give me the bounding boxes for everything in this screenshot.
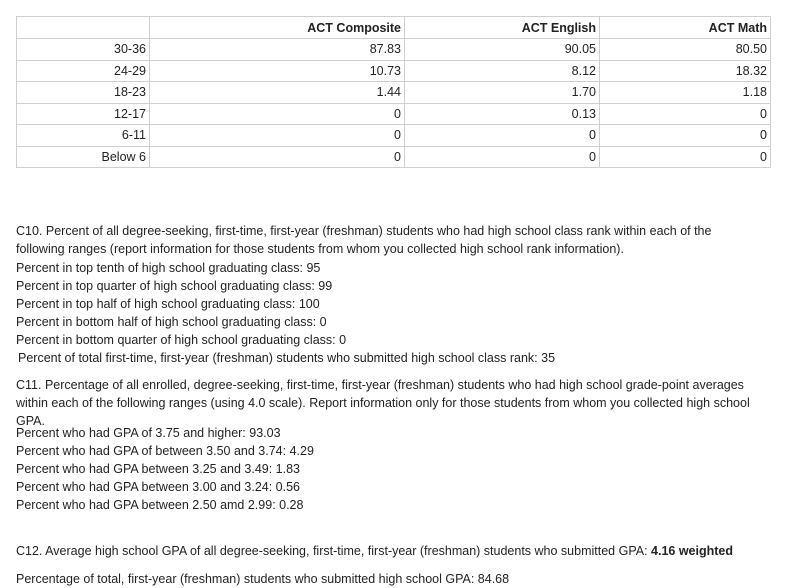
c12-submitted-gpa: Percentage of total, first-year (freshman) students who submitted high school GPA: 84.68 xyxy=(16,572,510,586)
math-cell: 80.50 xyxy=(600,39,771,61)
range-cell: 30-36 xyxy=(17,39,150,61)
english-cell: 0 xyxy=(405,125,600,147)
table-row xyxy=(17,103,771,125)
table-row xyxy=(17,146,771,168)
c12-average-gpa xyxy=(16,542,733,560)
math-cell: 1.18 xyxy=(600,82,771,104)
math-cell: 0 xyxy=(600,103,771,125)
math-cell: 0 xyxy=(600,146,771,168)
range-cell: 12-17 xyxy=(17,103,150,125)
c12-gpa-value: 4.16 weighted xyxy=(651,544,733,558)
range-cell: Below 6 xyxy=(17,146,150,168)
english-cell: 8.12 xyxy=(405,60,600,82)
c10-top-quarter: Percent in top quarter of high school graduating class: 99 xyxy=(16,279,333,293)
c10-submitted-rank: Percent of total first-time, first-year (freshman) students who submitted high school class rank: 35 xyxy=(18,351,556,365)
c11-gpa-250-299: Percent who had GPA between 2.50 amd 2.99: 0.28 xyxy=(16,498,304,512)
table-row xyxy=(17,125,771,147)
c11-gpa-325-349: Percent who had GPA between 3.25 and 3.49: 1.83 xyxy=(16,462,301,476)
header-act-english: ACT English xyxy=(405,17,600,39)
range-cell: 24-29 xyxy=(17,60,150,82)
english-cell: 90.05 xyxy=(405,39,600,61)
c10-intro: C10. Percent of all degree-seeking, first-time, first-year (freshman) students who had high school class rank within each of the following ranges (report information for those students from whom you collected high school rank information). xyxy=(16,224,712,256)
math-cell: 18.32 xyxy=(600,60,771,82)
c10-top-half: Percent in top half of high school graduating class: 100 xyxy=(16,297,320,311)
composite-cell: 10.73 xyxy=(150,60,405,82)
composite-cell: 1.44 xyxy=(150,82,405,104)
c10-bottom-quarter: Percent in bottom quarter of high school graduating class: 0 xyxy=(16,333,347,347)
header-empty xyxy=(17,17,150,39)
c11-gpa-350-374: Percent who had GPA of between 3.50 and 3.74: 4.29 xyxy=(16,444,314,458)
c11-intro: C11. Percentage of all enrolled, degree-seeking, first-time, first-year (freshman) students who had high school grade-point averages within each of the following ranges (using 4.0 scale). Report information only for those students from whom you collected high school GPA. xyxy=(16,378,750,428)
english-cell: 1.70 xyxy=(405,82,600,104)
act-score-table xyxy=(16,16,771,168)
range-cell: 18-23 xyxy=(17,82,150,104)
math-cell: 0 xyxy=(600,125,771,147)
table-row xyxy=(17,39,771,61)
c10-bottom-half: Percent in bottom half of high school graduating class: 0 xyxy=(16,315,327,329)
header-act-composite: ACT Composite xyxy=(150,17,405,39)
c12-text: C12. Average high school GPA of all degree-seeking, first-time, first-year (freshman) students who submitted GPA: xyxy=(16,544,652,558)
c11-gpa-375-plus: Percent who had GPA of 3.75 and higher: 93.03 xyxy=(16,426,281,440)
c10-top-tenth: Percent in top tenth of high school graduating class: 95 xyxy=(16,261,321,275)
composite-cell: 87.83 xyxy=(150,39,405,61)
english-cell: 0 xyxy=(405,146,600,168)
composite-cell: 0 xyxy=(150,103,405,125)
range-cell: 6-11 xyxy=(17,125,150,147)
table-row xyxy=(17,82,771,104)
composite-cell: 0 xyxy=(150,146,405,168)
header-act-math: ACT Math xyxy=(600,17,771,39)
composite-cell: 0 xyxy=(150,125,405,147)
table-row xyxy=(17,60,771,82)
table-header-row xyxy=(17,17,771,39)
c11-gpa-300-324: Percent who had GPA between 3.00 and 3.24: 0.56 xyxy=(16,480,301,494)
english-cell: 0.13 xyxy=(405,103,600,125)
